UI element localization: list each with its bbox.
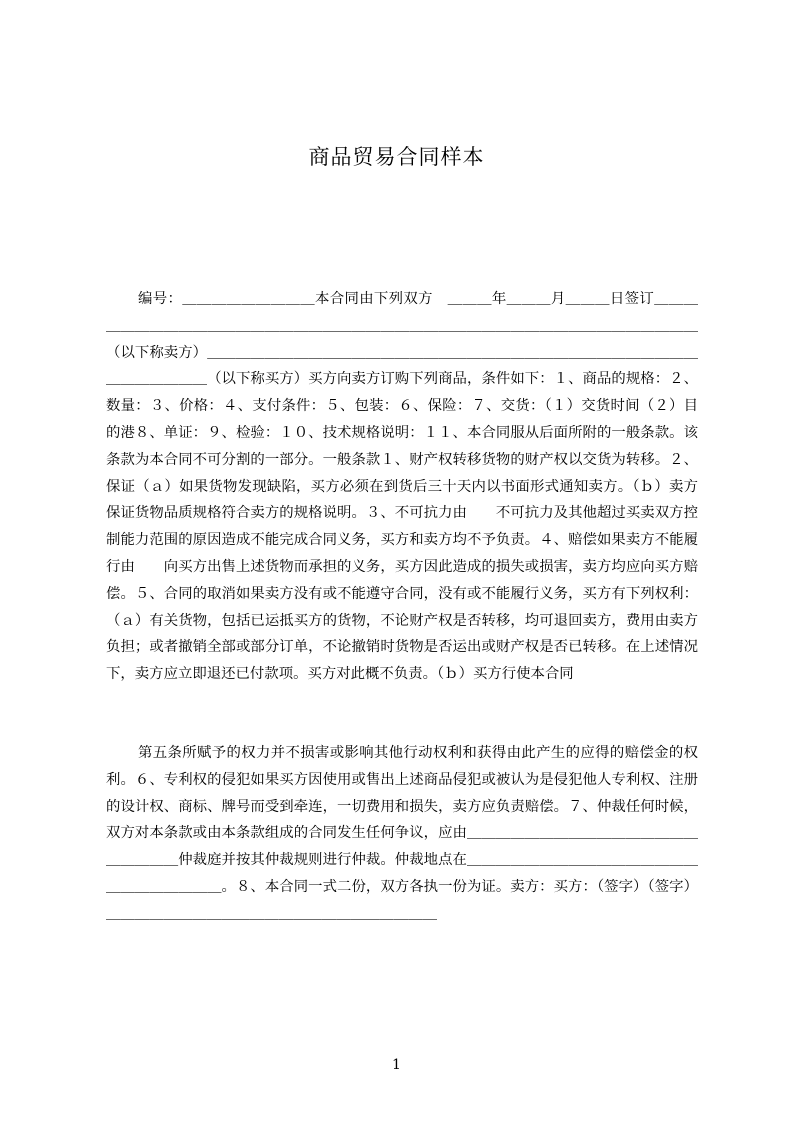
contract-paragraph-2: 第五条所赋予的权力并不损害或影响其他行动权利和获得由此产生的应得的赔偿金的权利。６、专利权的侵犯如果买方因使用或售出上述商品侵犯或被认为是侵犯他人专利权、注册的设计权、商标、牌号而受到牵连，一切费用和损失，卖方应负责赔偿。７、仲裁任何时候，双方对本条款或由本条款组成的合同发生任何争议，应由＿＿＿＿＿＿＿＿＿＿＿＿＿＿＿＿＿＿＿＿＿仲裁庭并按其仲裁规则进行仲裁。仲裁地点在＿＿＿＿＿＿＿＿＿＿＿＿＿＿＿＿＿＿＿＿＿＿＿＿。８、本合同一式二份，双方各执一份为证。卖方：买方：（签字）（签字）＿＿＿＿＿＿＿＿＿＿＿＿＿＿＿＿＿＿＿＿＿＿＿: [106, 745, 698, 922]
page-number: 1: [392, 1057, 401, 1073]
contract-paragraph-1: 编号：＿＿＿＿＿＿＿＿＿本合同由下列双方 ＿＿＿年＿＿＿月＿＿＿日签订＿＿＿＿＿＿＿＿＿＿＿＿＿＿＿＿＿＿＿＿＿＿＿＿＿＿＿＿＿＿＿＿＿＿＿＿＿＿＿＿＿＿＿＿（以下称卖方）＿＿＿＿＿＿＿＿＿＿＿＿＿＿＿＿＿＿＿＿＿＿＿＿＿＿＿＿＿＿＿＿＿＿＿＿＿＿＿＿＿（以下称买方）买方向卖方订购下列商品，条件如下：１、商品的规格：２、数量：３、价格：４、支付条件：５、包装：６、保险：７、交货：（１）交货时间（２）目的港８、单证：９、检验：１０、技术规格说明：１１、本合同服从后面所附的一般条款。该条款为本合同不可分割的一部分。一般条款１、财产权转移货物的财产权以交货为转移。２、保证（ａ）如果货物发现缺陷，买方必须在到货后三十天内以书面形式通知卖方。（ｂ）卖方保证货物品质规格符合卖方的规格说明。３、不可抗力由 不可抗力及其他超过买卖双方控制能力范围的原因造成不能完成合同义务，买方和卖方均不予负责。４、赔偿如果卖方不能履行由 向买方出售上述货物而承担的义务，买方因此造成的损失或损害，卖方均应向买方赔偿。５、合同的取消如果卖方没有或不能遵守合同，没有或不能履行义务，买方有下列权利：（ａ）有关货物，包括已运抵买方的货物，不论财产权是否转移，均可退回卖方，费用由卖方负担；或者撤销全部或部分订单，不论撤销时货物是否运出或财产权是否已转移。在上述情况下，卖方应立即退还已付款项。买方对此概不负责。（ｂ）买方行使本合同: [106, 291, 698, 683]
document-title: 商品贸易合同样本: [308, 145, 485, 169]
